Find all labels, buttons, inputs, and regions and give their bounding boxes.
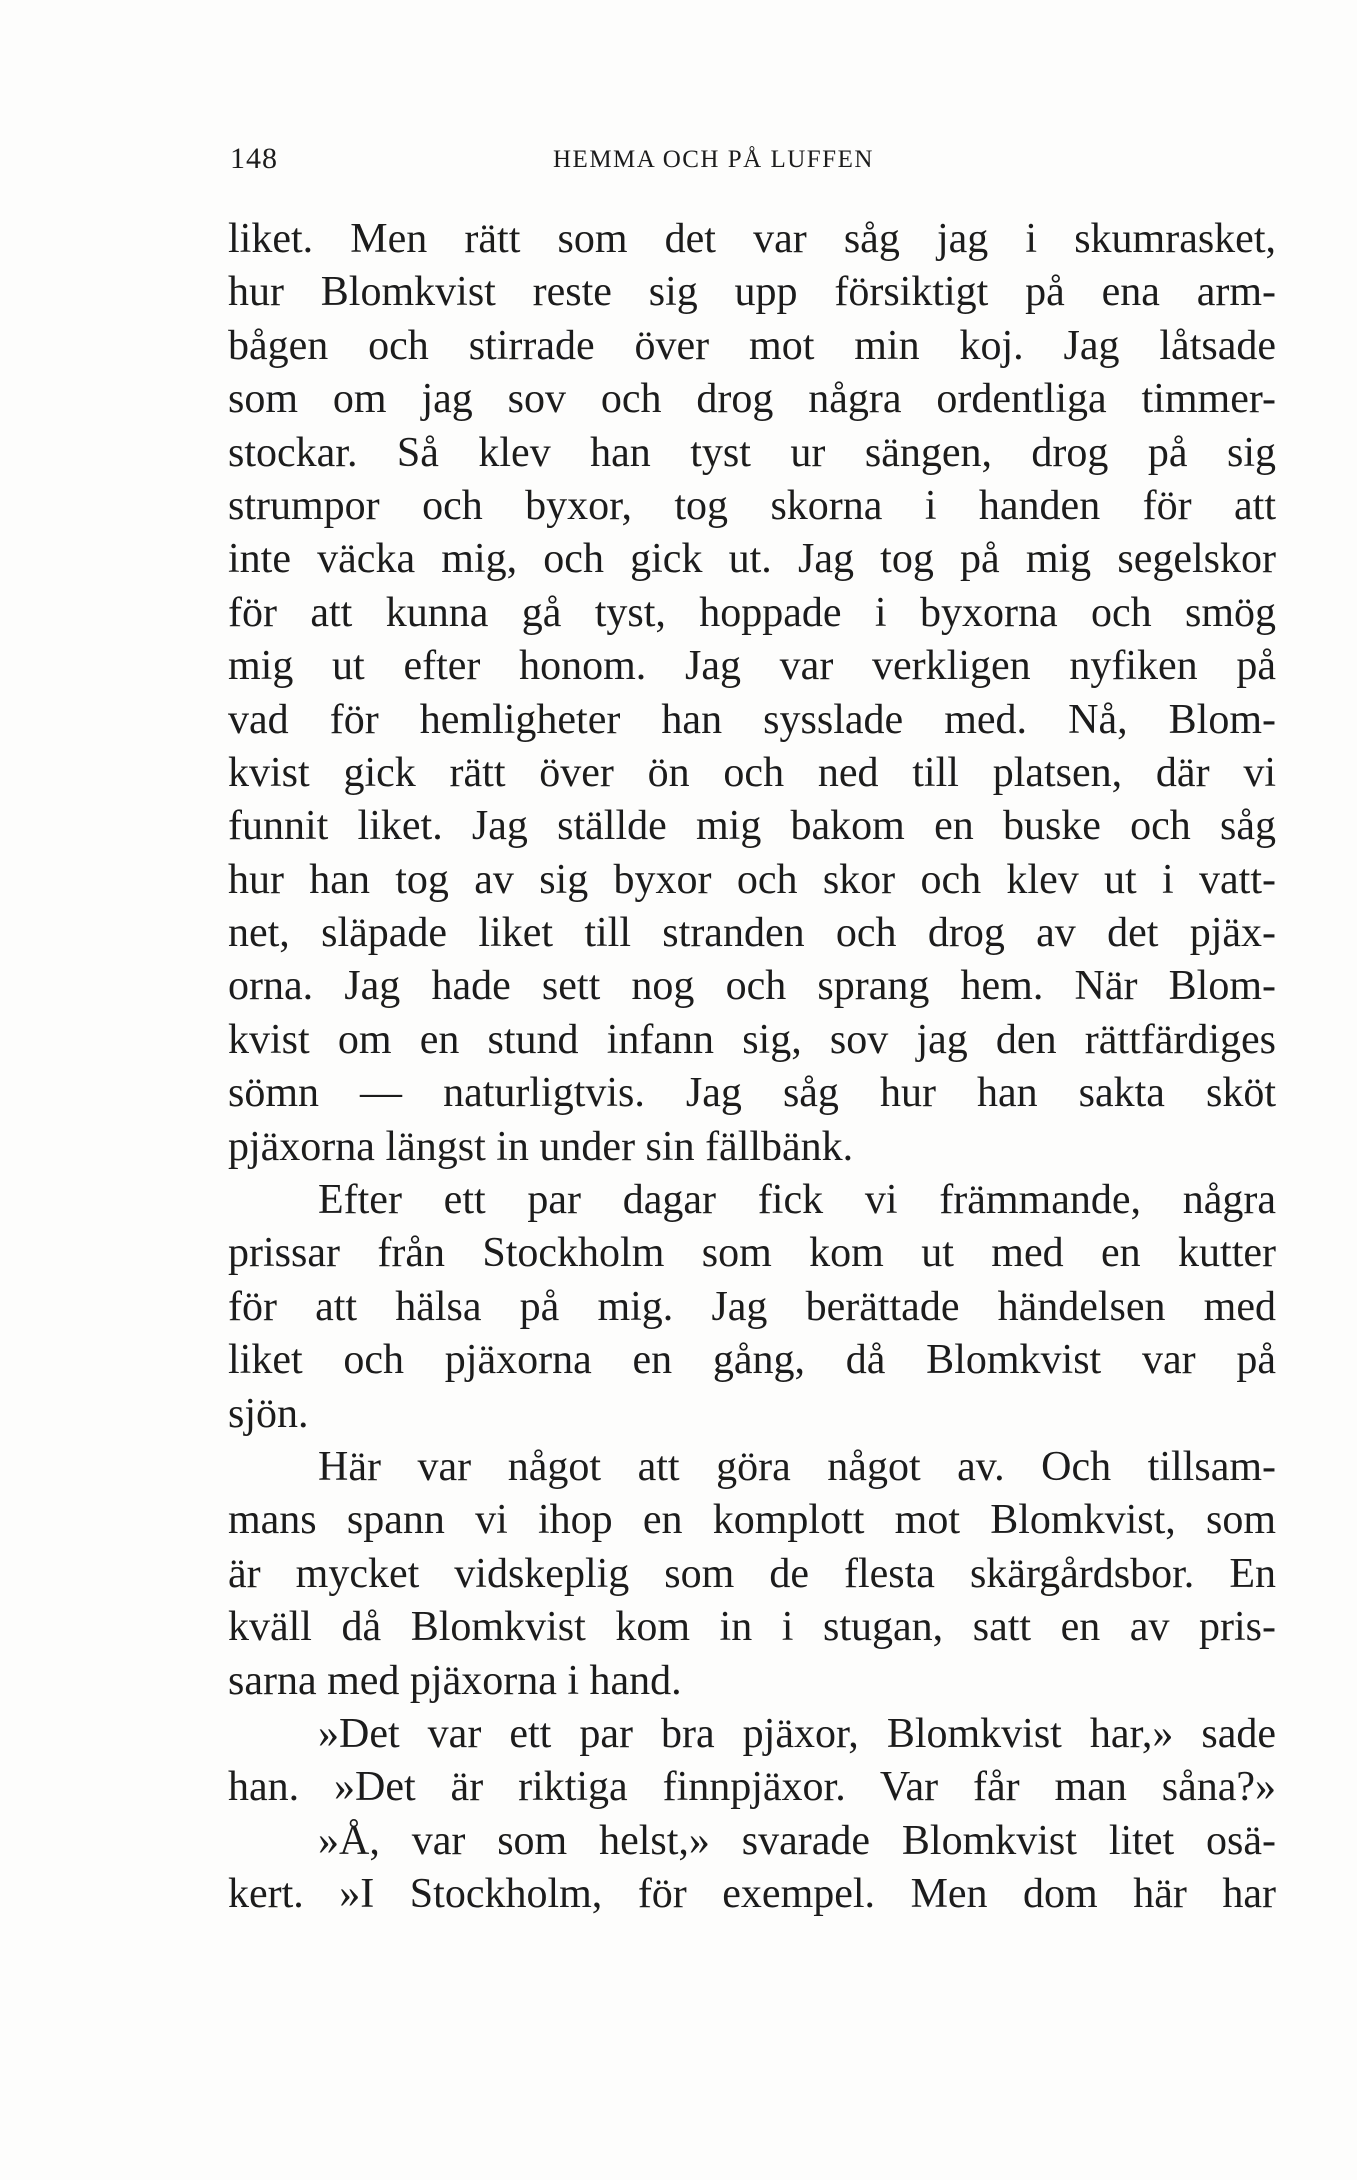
text-line: mig ut efter honom. Jag var verkligen nyfiken på [228, 643, 1276, 690]
text-line: »Å, var som helst,» svarade Blomkvist litet osä- [318, 1817, 1276, 1864]
text-line: inte väcka mig, och gick ut. Jag tog på mig segelskor [228, 536, 1276, 583]
text-line: han. »Det är riktiga finnpjäxor. Var får man såna?» [228, 1764, 1276, 1811]
text-line: är mycket vidskeplig som de flesta skärgårdsbor. En [228, 1550, 1276, 1597]
text-line: strumpor och byxor, tog skorna i handen för att [228, 482, 1276, 529]
text-line: mans spann vi ihop en komplott mot Blomkvist, som [228, 1497, 1276, 1544]
running-title: HEMMA OCH PÅ LUFFEN [553, 146, 874, 173]
text-line: för att kunna gå tyst, hoppade i byxorna och smög [228, 589, 1276, 636]
page-number: 148 [230, 142, 278, 175]
text-line: kvist gick rätt över ön och ned till platsen, där vi [228, 749, 1276, 796]
text-line: Efter ett par dagar fick vi främmande, några [318, 1177, 1276, 1224]
text-line: hur han tog av sig byxor och skor och klev ut i vatt- [228, 856, 1276, 903]
text-line: »Det var ett par bra pjäxor, Blomkvist har,» sade [318, 1710, 1276, 1757]
text-line: sjön. [228, 1390, 309, 1437]
text-line: sarna med pjäxorna i hand. [228, 1657, 682, 1704]
text-line: som om jag sov och drog några ordentliga timmer- [228, 376, 1276, 423]
text-line: Här var något att göra något av. Och tillsam- [318, 1443, 1276, 1490]
text-line: pjäxorna längst in under sin fällbänk. [228, 1123, 854, 1170]
text-line: prissar från Stockholm som kom ut med en kutter [228, 1230, 1276, 1277]
text-line: net, släpade liket till stranden och drog av det pjäx- [228, 910, 1276, 957]
body-text [228, 213, 1276, 1922]
text-line: kert. »I Stockholm, för exempel. Men dom här har [228, 1871, 1276, 1918]
text-line: kväll då Blomkvist kom in i stugan, satt en av pris- [228, 1604, 1276, 1651]
page-header [230, 142, 950, 182]
text-line: liket och pjäxorna en gång, då Blomkvist var på [228, 1337, 1276, 1384]
text-line: funnit liket. Jag ställde mig bakom en buske och såg [228, 803, 1276, 850]
text-line: hur Blomkvist reste sig upp försiktigt på ena arm- [228, 269, 1276, 316]
text-line: sömn — naturligtvis. Jag såg hur han sakta sköt [228, 1070, 1276, 1117]
text-line: liket. Men rätt som det var såg jag i skumrasket, [228, 216, 1276, 262]
text-line: kvist om en stund infann sig, sov jag den rättfärdiges [228, 1016, 1276, 1063]
text-line: bågen och stirrade över mot min koj. Jag låtsade [228, 322, 1276, 369]
text-line: orna. Jag hade sett nog och sprang hem. När Blom- [228, 963, 1276, 1010]
text-line: stockar. Så klev han tyst ur sängen, drog på sig [228, 429, 1276, 476]
text-line: för att hälsa på mig. Jag berättade händelsen med [228, 1283, 1276, 1330]
text-line: vad för hemligheter han sysslade med. Nå, Blom- [228, 696, 1276, 743]
